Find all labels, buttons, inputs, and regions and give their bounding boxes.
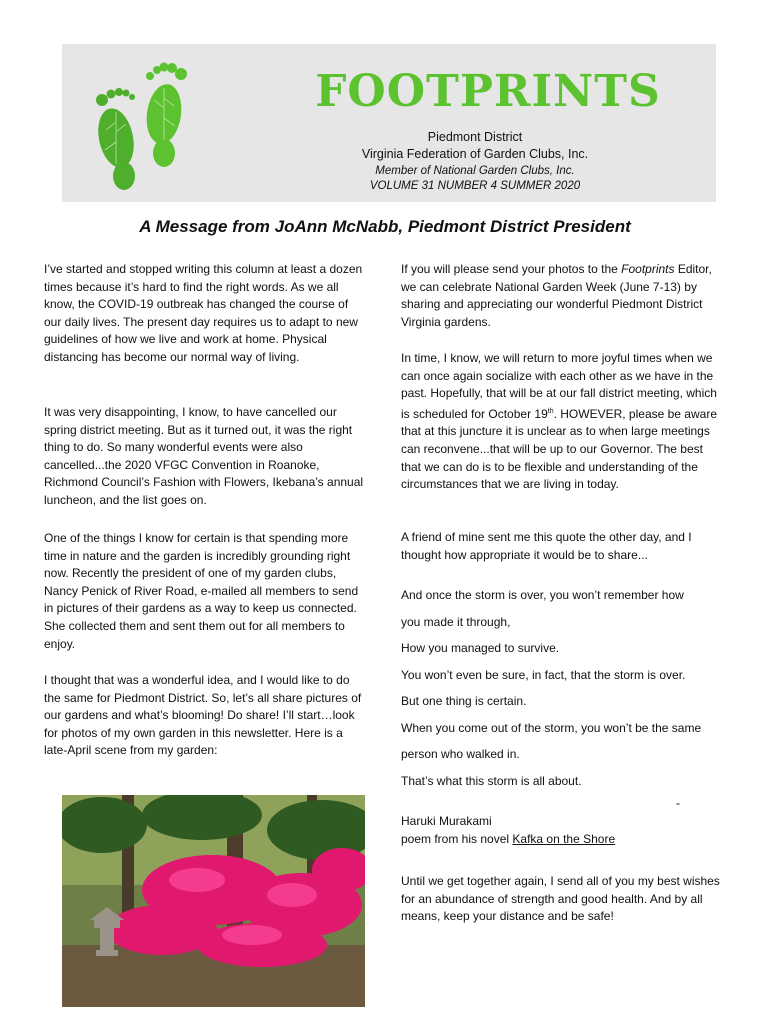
poem-line: you made it through, xyxy=(401,614,511,629)
right-paragraph-1: If you will please send your photos to the Footprints Editor, we can celebrate National Garden Week (June 7-13) by sharing and appreciating our wonderful Piedmont District Virginia gardens. xyxy=(401,262,712,329)
poem-line: How you managed to survive. xyxy=(401,641,560,655)
newsletter-title: FOOTPRINTS xyxy=(315,66,661,117)
left-paragraph-2: It was very disappointing, I know, to have cancelled our spring district meeting. But as it turned out, it was the right thing to do. So many wonderful events were also cancelled...the 2020 VFGC Convention in Roanoke, Richmond Council’s Fashion with Flowers, Ikebana’s annual luncheon, and the list goes on. xyxy=(44,405,364,507)
right-paragraph-2: In time, I know, we will return to more joyful times when we can once again socialize with each other as we have in the past. Hopefully, that will be at our fall district meeting, which is scheduled for October 19th. HOWEVER, please be aware that at this juncture it is unclear as to when large meetings can reconvene...that will be up to our Governor. The best that we can do is to be flexible and understanding of the circumstances that we are living in today. xyxy=(401,351,717,492)
left-paragraph-1: I’ve started and stopped writing this column at least a dozen times because it’s hard to find the right words. As we all know, the COVID-19 outbreak has changed the course of our daily lives. The present day requires us to adapt to new guidelines of how we live and work at home. Physical distancing has become our normal way of living. xyxy=(44,262,363,364)
poem-line: You won’t even be sure, in fact, that the storm is over. xyxy=(401,667,686,682)
right-paragraph-3: A friend of mine sent me this quote the other day, and I thought how appropriate it would be to share... xyxy=(401,530,692,562)
poem-line: And once the storm is over, you won’t remember how xyxy=(401,588,684,602)
left-paragraph-4: I thought that was a wonderful idea, and I would like to do the same for Piedmont District. So, let’s all share pictures of our gardens and what’s blooming! Do share! I’ll start…look for photos of my own garden in this newsletter. Here is a late-April scene from my garden: xyxy=(44,673,362,758)
poem-line: person who walked in. xyxy=(401,747,520,761)
poem-source: poem from his novel Kafka on the Shore xyxy=(401,831,616,846)
poem-line: When you come out of the storm, you won’t be the same xyxy=(401,720,702,735)
footprints-logo-icon xyxy=(78,48,198,198)
novel-title: Kafka on the Shore xyxy=(512,831,616,846)
poem-line: But one thing is certain. xyxy=(401,694,527,708)
member-line: Member of National Garden Clubs, Inc. xyxy=(375,165,575,177)
volume-line: VOLUME 31 NUMBER 4 SUMMER 2020 xyxy=(369,180,581,192)
article-headline: A Message from JoAnn McNabb, Piedmont District President xyxy=(139,217,631,236)
left-paragraph-3: One of the things I know for certain is that spending more time in nature and the garden is incredibly grounding right now. Recently the president of one of my garden clubs, Nancy Penick of River Road, e-mailed all members to send in pictures of their gardens as a way to keep us connected. She collected them and sent them out for all members to enjoy. xyxy=(44,531,359,651)
closing-paragraph: Until we get together again, I send all of you my best wishes for an abundance of strength and good health. And by all means, keep your distance and be safe! xyxy=(401,874,720,924)
garden-photo xyxy=(62,795,365,1007)
attribution-dash: - xyxy=(676,796,680,810)
district-name: Piedmont District xyxy=(427,130,523,144)
federation-name: Virginia Federation of Garden Clubs, Inc. xyxy=(361,147,589,161)
quote-poem xyxy=(401,582,721,794)
poem-line: That’s what this storm is all about. xyxy=(401,773,582,788)
attribution xyxy=(401,813,721,848)
author-name: Haruki Murakami xyxy=(401,814,492,828)
